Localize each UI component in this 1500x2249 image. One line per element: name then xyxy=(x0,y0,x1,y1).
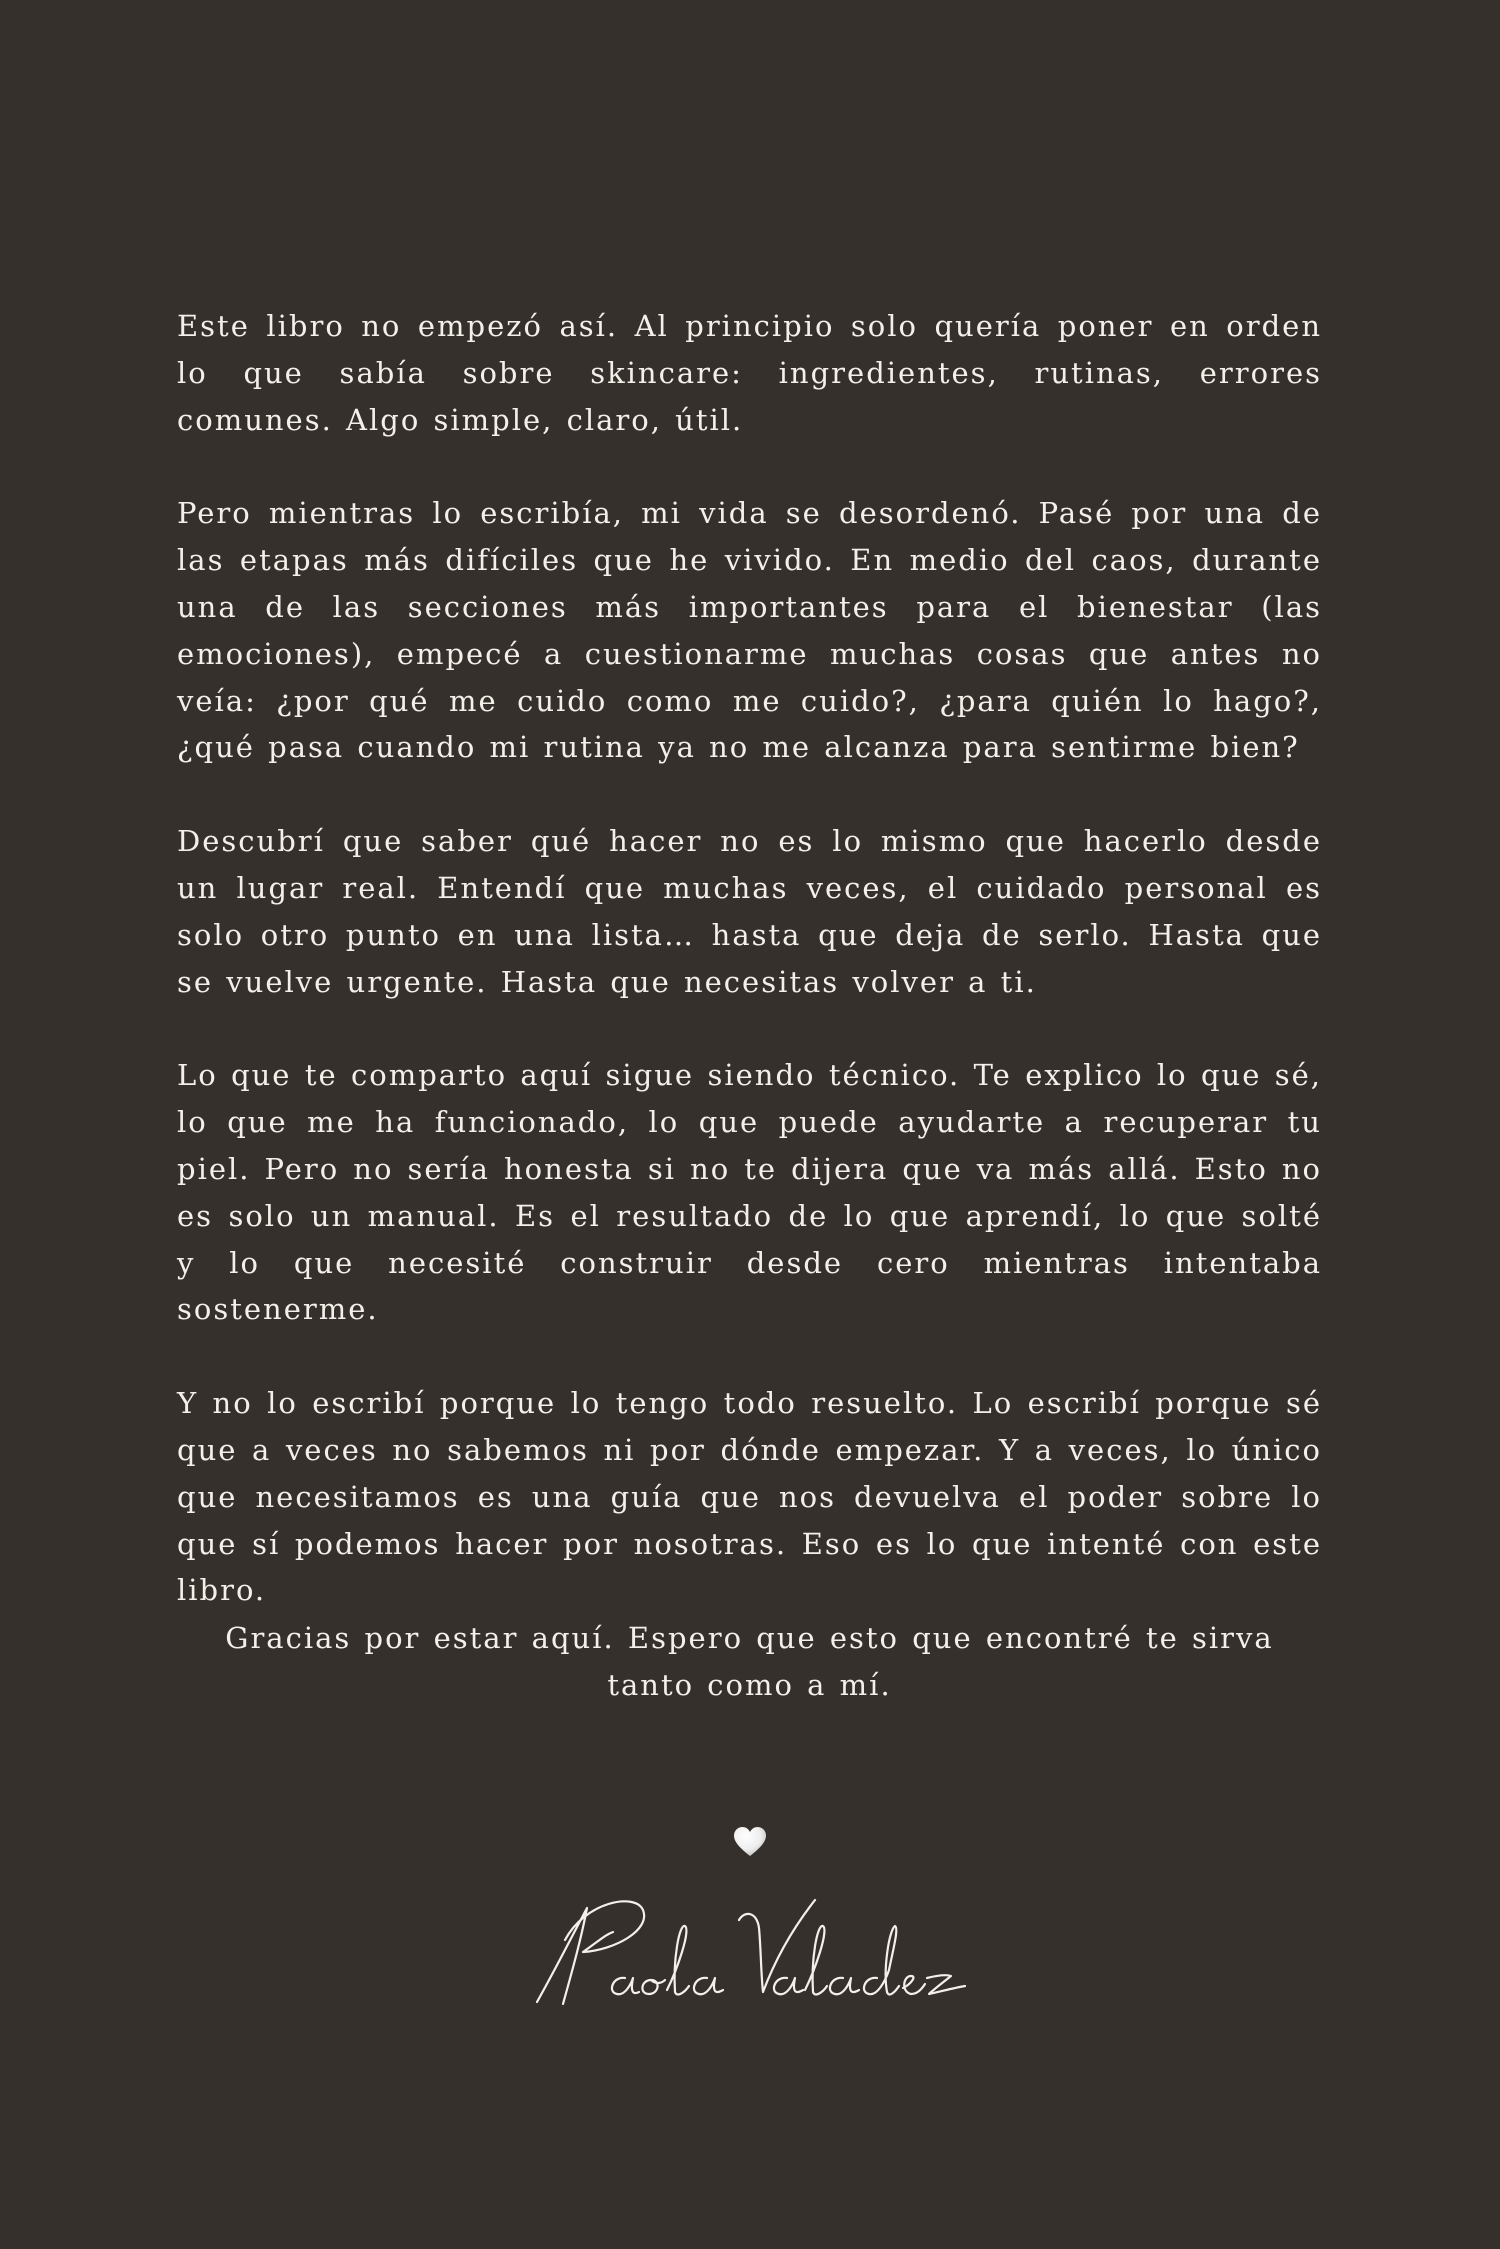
paragraph-3: Descubrí que saber qué hacer no es lo mismo que hacerlo desde un lugar real. Entendí que muchas veces, el cuidado personal es solo otro punto en una lista… hasta que deja de serlo. Hasta que se vuelve urgente. Hasta que necesitas volver a ti. xyxy=(177,824,1322,999)
closing-line-1: Gracias por estar aquí. Espero que esto que encontré te sirva xyxy=(225,1621,1274,1655)
closing-message xyxy=(177,1615,1322,1709)
signature xyxy=(525,1880,985,2030)
paragraph-5: Y no lo escribí porque lo tengo todo resuelto. Lo escribí porque sé que a veces no sabemos ni por dónde empezar. Y a veces, lo único que necesitamos es una guía que nos devuelva el poder sobre lo que sí podemos hacer por nosotras. Eso es lo que intenté con este libro. xyxy=(177,1386,1322,1608)
paragraph-4: Lo que te comparto aquí sigue siendo técnico. Te explico lo que sé, lo que me ha funcionado, lo que puede ayudarte a recuperar tu piel. Pero no sería honesta si no te dijera que va más allá. Esto no es solo un manual. Es el resultado de lo que aprendí, lo que solté y lo que necesité construir desde cero mientras intentaba sostenerme. xyxy=(177,1058,1322,1327)
closing-line-2: tanto como a mí. xyxy=(607,1667,892,1702)
body-text xyxy=(177,303,1322,1661)
white-heart-icon xyxy=(733,1826,767,1858)
paragraph-1: Este libro no empezó así. Al principio solo quería poner en orden lo que sabía sobre skincare: ingredientes, rutinas, errores comunes. Algo simple, claro, útil. xyxy=(177,309,1322,437)
paragraph-2: Pero mientras lo escribía, mi vida se desordenó. Pasé por una de las etapas más difíciles que he vivido. En medio del caos, durante una de las secciones más importantes para el bienestar (las emociones), empecé a cuestionarme muchas cosas que antes no veía: ¿por qué me cuido como me cuido?, ¿para quién lo hago?, ¿qué pasa cuando mi rutina ya no me alcanza para sentirme bien? xyxy=(177,496,1322,765)
